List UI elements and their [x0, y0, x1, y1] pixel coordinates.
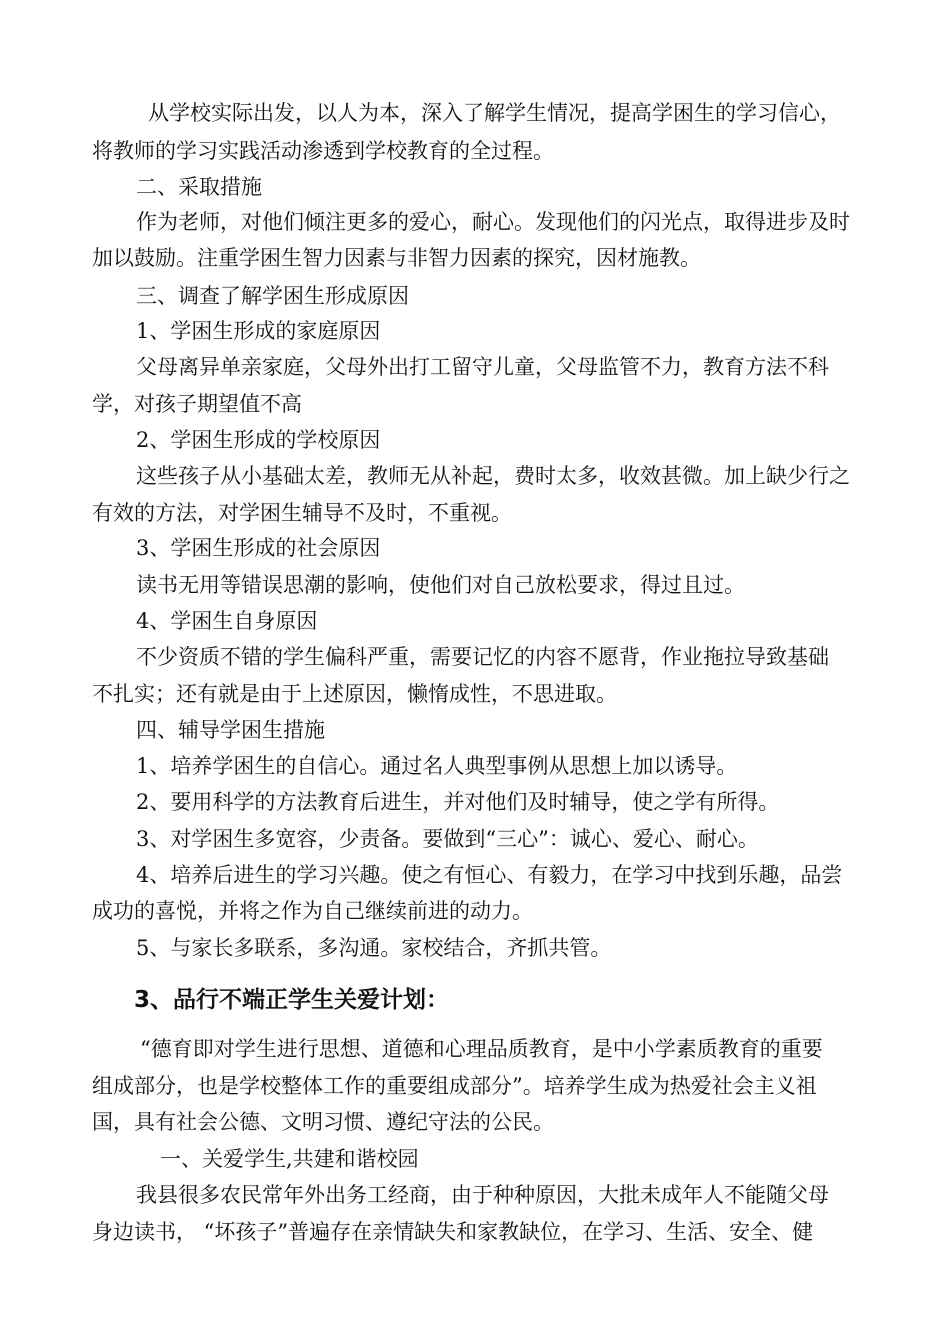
text-line: 组成部分，也是学校整体工作的重要组成部分”。培养学生成为热爱社会主义祖 — [92, 1074, 817, 1098]
text-line: 有效的方法，对学困生辅导不及时，不重视。 — [92, 501, 512, 525]
text-line: 身边读书， “坏孩子”普遍存在亲情缺失和家教缺位，在学习、生活、安全、健 — [92, 1220, 814, 1244]
subsection-heading: 4、学困生自身原因 — [136, 609, 318, 633]
text-line: 国，具有社会公德、文明习惯、遵纪守法的公民。 — [92, 1110, 554, 1134]
text-line: 成功的喜悦，并将之作为自己继续前进的动力。 — [92, 899, 533, 923]
subsection-heading: 2、学困生形成的学校原因 — [136, 428, 381, 452]
text-line: 从学校实际出发，以人为本，深入了解学生情况，提高学困生的学习信心， — [148, 101, 841, 125]
subsection-heading: 1、学困生形成的家庭原因 — [136, 319, 381, 343]
section-heading: 四、辅导学困生措施 — [136, 718, 325, 742]
subsection-heading: 3、学困生形成的社会原因 — [136, 536, 381, 560]
text-line: 不少资质不错的学生偏科严重，需要记忆的内容不愿背，作业拖拉导致基础 — [136, 645, 829, 669]
text-line: 学，对孩子期望值不高 — [92, 392, 302, 416]
text-line: “德育即对学生进行思想、道德和心理品质教育，是中小学素质教育的重要 — [140, 1037, 823, 1061]
text-line: 父母离异单亲家庭，父母外出打工留守儿童，父母监管不力，教育方法不科 — [136, 355, 829, 379]
text-line: 不扎实；还有就是由于上述原因，懒惰成性，不思进取。 — [92, 682, 617, 706]
text-line: 这些孩子从小基础太差，教师无从补起，费时太多，收效甚微。加上缺少行之 — [136, 464, 850, 488]
section-heading: 三、调查了解学困生形成原因 — [136, 284, 409, 308]
list-item: 1、培养学困生的自信心。通过名人典型事例从思想上加以诱导。 — [136, 754, 738, 778]
text-line: 加以鼓励。注重学困生智力因素与非智力因素的探究，因材施教。 — [92, 246, 701, 270]
list-item: 3、对学困生多宽容，少责备。要做到“三心”：诚心、爱心、耐心。 — [136, 827, 759, 851]
list-item: 4、培养后进生的学习兴趣。使之有恒心、有毅力，在学习中找到乐趣，品尝 — [136, 863, 843, 887]
text-line: 读书无用等错误思潮的影响，使他们对自己放松要求，得过且过。 — [136, 573, 745, 597]
text-line: 将教师的学习实践活动渗透到学校教育的全过程。 — [92, 139, 554, 163]
text-line: 作为老师，对他们倾注更多的爱心，耐心。发现他们的闪光点，取得进步及时 — [136, 210, 850, 234]
list-item: 2、要用科学的方法教育后进生，并对他们及时辅导，使之学有所得。 — [136, 790, 780, 814]
chapter-heading: 3、品行不端正学生关爱计划： — [134, 987, 450, 1013]
list-item: 5、与家长多联系，多沟通。家校结合，齐抓共管。 — [136, 936, 612, 960]
section-heading: 二、采取措施 — [136, 175, 262, 199]
section-heading: 一、关爱学生,共建和谐校园 — [160, 1147, 419, 1171]
text-line: 我县很多农民常年外出务工经商，由于种种原因，大批未成年人不能随父母 — [136, 1183, 829, 1207]
